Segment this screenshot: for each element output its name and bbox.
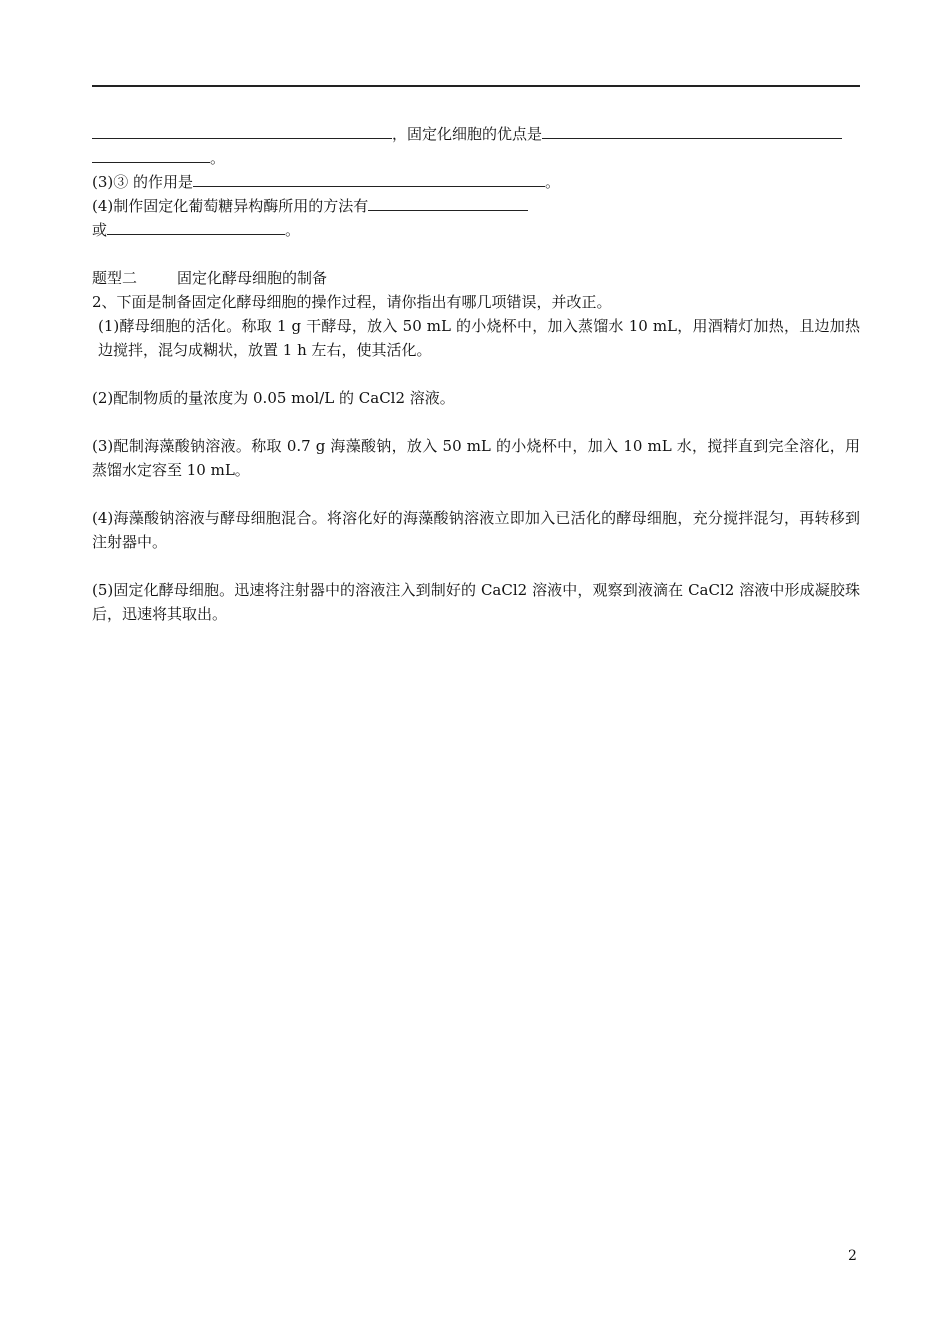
answer-blank	[92, 122, 392, 139]
q1-line1-text: ，固定化细胞的优点是	[392, 125, 543, 143]
item4-prefix: (4)制作固定化葡萄糖异构酶所用的方法有	[92, 197, 369, 215]
answer-blank	[92, 146, 210, 163]
q1-item-3	[92, 170, 860, 194]
page-content	[92, 122, 860, 626]
step-1: (1)酵母细胞的活化。称取 1 g 干酵母，放入 50 mL 的小烧杯中，加入蒸馏水 10 mL，用酒精灯加热，且边加热边搅拌，混匀成糊状，放置 1 h 左右，使其活化。	[98, 317, 860, 359]
step-4: (4)海藻酸钠溶液与酵母细胞混合。将溶化好的海藻酸钠溶液立即加入已活化的酵母细胞，充分搅拌混匀，再转移到注射器中。	[92, 509, 860, 551]
answer-blank	[368, 194, 528, 211]
item4-or: 或	[92, 221, 108, 239]
q1-line2-text: 。	[210, 149, 226, 167]
q1-line-1	[92, 122, 860, 146]
header-rule	[92, 85, 860, 87]
step-3: (3)配制海藻酸钠溶液。称取 0.7 g 海藻酸钠，放入 50 mL 的小烧杯中，加入 10 mL 水，搅拌直到完全溶化，用蒸馏水定容至 10 mL。	[92, 437, 860, 479]
section-title-a: 题型二	[92, 269, 138, 287]
q1-item-4-cont	[92, 218, 860, 242]
item3-prefix: (3)③ 的作用是	[92, 173, 194, 191]
item4-suffix: 。	[285, 221, 301, 239]
answer-blank	[107, 218, 285, 235]
section-title-b: 固定化酵母细胞的制备	[177, 269, 328, 287]
q1-line-2	[92, 146, 860, 170]
answer-blank	[193, 170, 545, 187]
answer-blank	[542, 122, 842, 139]
item3-suffix: 。	[545, 173, 561, 191]
section-title	[92, 266, 860, 290]
q1-item-4	[92, 194, 860, 218]
step-2: (2)配制物质的量浓度为 0.05 mol/L 的 CaCl2 溶液。	[92, 389, 455, 407]
question-2: 2、下面是制备固定化酵母细胞的操作过程，请你指出有哪几项错误，并改正。	[92, 293, 612, 311]
step-5: (5)固定化酵母细胞。迅速将注射器中的溶液注入到制好的 CaCl2 溶液中，观察到液滴在 CaCl2 溶液中形成凝胶珠后，迅速将其取出。	[92, 581, 860, 623]
page-number: 2	[848, 1248, 857, 1264]
